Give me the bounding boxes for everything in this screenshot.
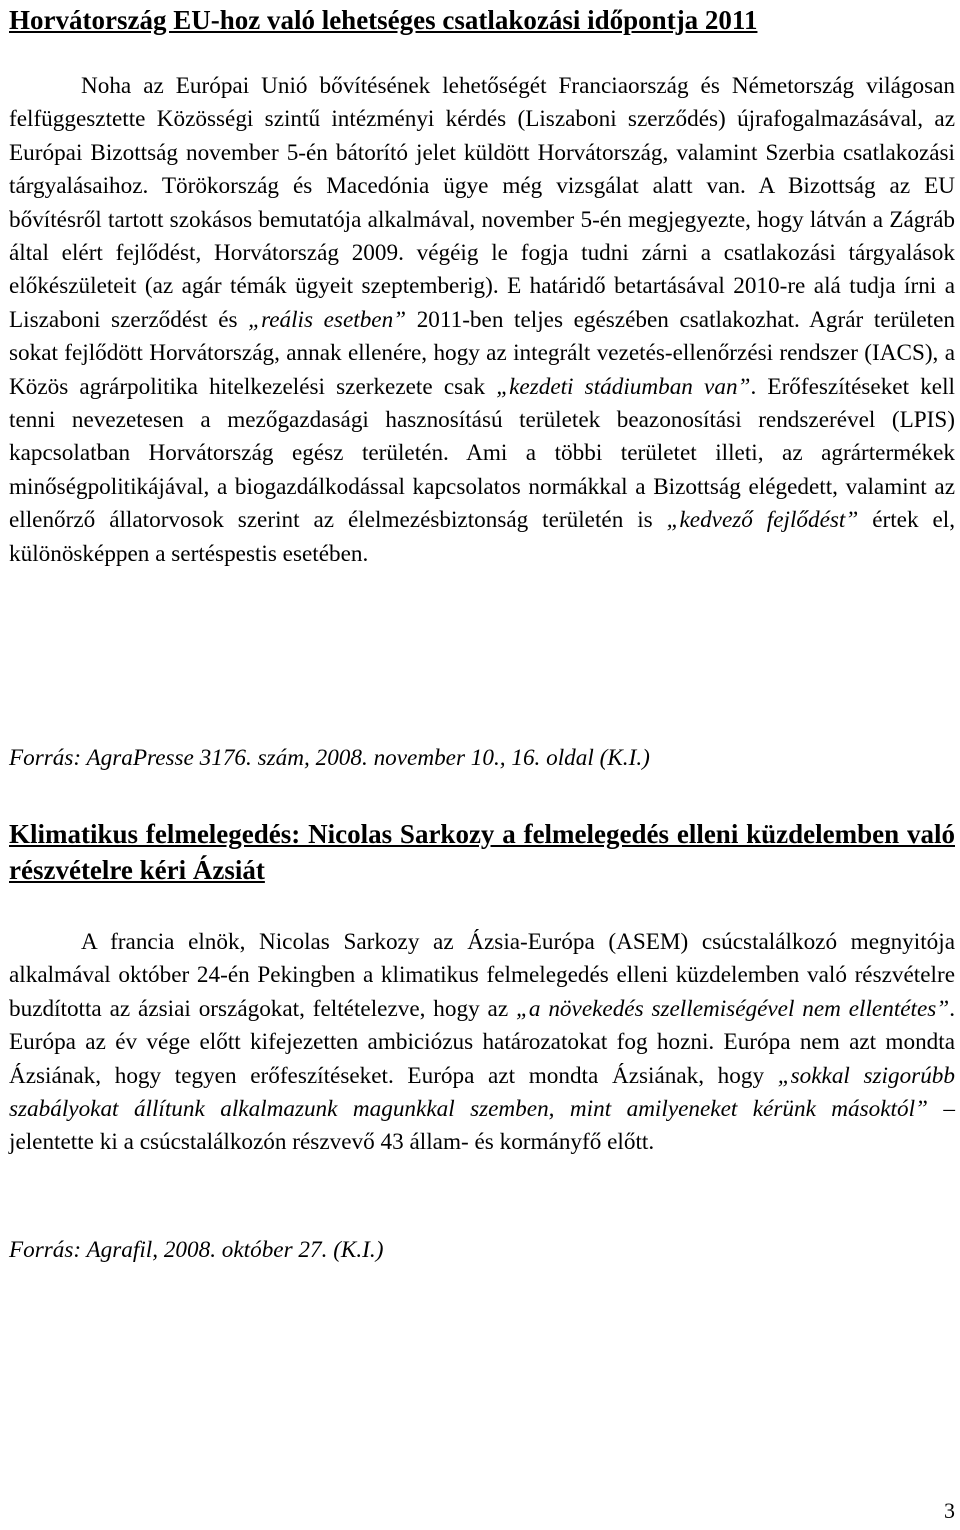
page-number: 3 bbox=[944, 1498, 955, 1523]
article2-quote-1: „a növekedés szellemiségével nem ellentétes” bbox=[515, 995, 950, 1022]
article1-text-2: 2011-ben teljes egészében csatlakozhat. Agrár területen sokat fejlődött Horvátország, annak ellenére, hogy az integrált vezetés-ellenőrzési rendszer (IACS), a Közös agrárpolitika hitelkezelési szerkezete csak bbox=[9, 306, 955, 400]
article1-title: Horvátország EU-hoz való lehetséges csatlakozási időpontja 2011 bbox=[9, 5, 758, 35]
article1-source: Forrás: AgraPresse 3176. szám, 2008. november 10., 16. oldal (K.I.) bbox=[9, 745, 650, 771]
article1-text-1: Noha az Európai Unió bővítésének lehetőségét Franciaország és Németország világosan felfüggesztette Közösségi szintű intézményi kérdés (Liszaboni szerződés) újrafogalmazásával, az Európai Bizottság november 5-én bátorító jelet küldött Horvátország, valamint Szerbia csatlakozási tárgyalásaihoz. Törökország és Macedónia ügye még vizsgálat alatt van. A Bizottság az EU bővítésről tartott szokásos bemutatója alkalmával, november 5-én megjegyezte, hogy látván a Zágráb által elért fejlődést, Horvátország 2009. végéig le fogja tudni zárni a csatlakozási tárgyalások előkészületeit (az agár témák ügyeit szeptemberig). E határidő betartásával 2010-re alá tudja írni a Liszaboni szerződést és bbox=[9, 73, 955, 333]
article1-quote-3: „kedvező fejlődést” bbox=[666, 507, 859, 534]
article1-quote-1: „reális esetben” bbox=[248, 306, 407, 333]
article1-paragraph bbox=[9, 70, 955, 571]
article1-quote-2: „kezdeti stádiumban van” bbox=[496, 373, 751, 400]
article2-quote-2: „sokkal szigorúbb szabályokat állítunk alkalmazunk magunkkal szemben, mint amilyeneket kérünk másoktól” bbox=[9, 1062, 955, 1123]
article1-text-3: . Erőfeszítéseket kell tenni nevezetesen a mezőgazdasági hasznosítású területek beazonosítási rendszerével (LPIS) kapcsolatban Horvátország egész területén. Ami a többi területet illeti, az agrártermékek minőségpolitikájával, a biogazdálkodással kapcsolatos normákkal a Bizottság elégedett, valamint az ellenőrző állatorvosok szerint az élelmezésbiztonság területén is bbox=[9, 373, 955, 534]
article2-text-3: – jelentette ki a csúcstalálkozón részvevő 43 állam- és kormányfő előtt. bbox=[9, 1096, 955, 1156]
article2-text-2: . Európa az év vége előtt kifejezetten ambiciózus határozatokat fog hozni. Európa nem azt mondta Ázsiának, hogy tegyen erőfeszítéseket. Európa azt mondta Ázsiának, hogy bbox=[9, 995, 956, 1089]
article2-source: Forrás: Agrafil, 2008. október 27. (K.I.) bbox=[9, 1237, 384, 1263]
article2-title: Klimatikus felmelegedés: Nicolas Sarkozy a felmelegedés elleni küzdelemben való részvételre kéri Ázsiát bbox=[9, 819, 955, 885]
article2-paragraph bbox=[9, 926, 955, 1160]
article2-text-1: A francia elnök, Nicolas Sarkozy az Ázsia-Európa (ASEM) csúcstalálkozó megnyitója alkalmával október 24-én Pekingben a klimatikus felmelegedés elleni küzdelemben való részvételre buzdította az ázsiai országokat, feltételezve, hogy az bbox=[9, 929, 955, 1022]
article1-text-4: értek el, különösképpen a sertéspestis esetében. bbox=[9, 507, 956, 567]
